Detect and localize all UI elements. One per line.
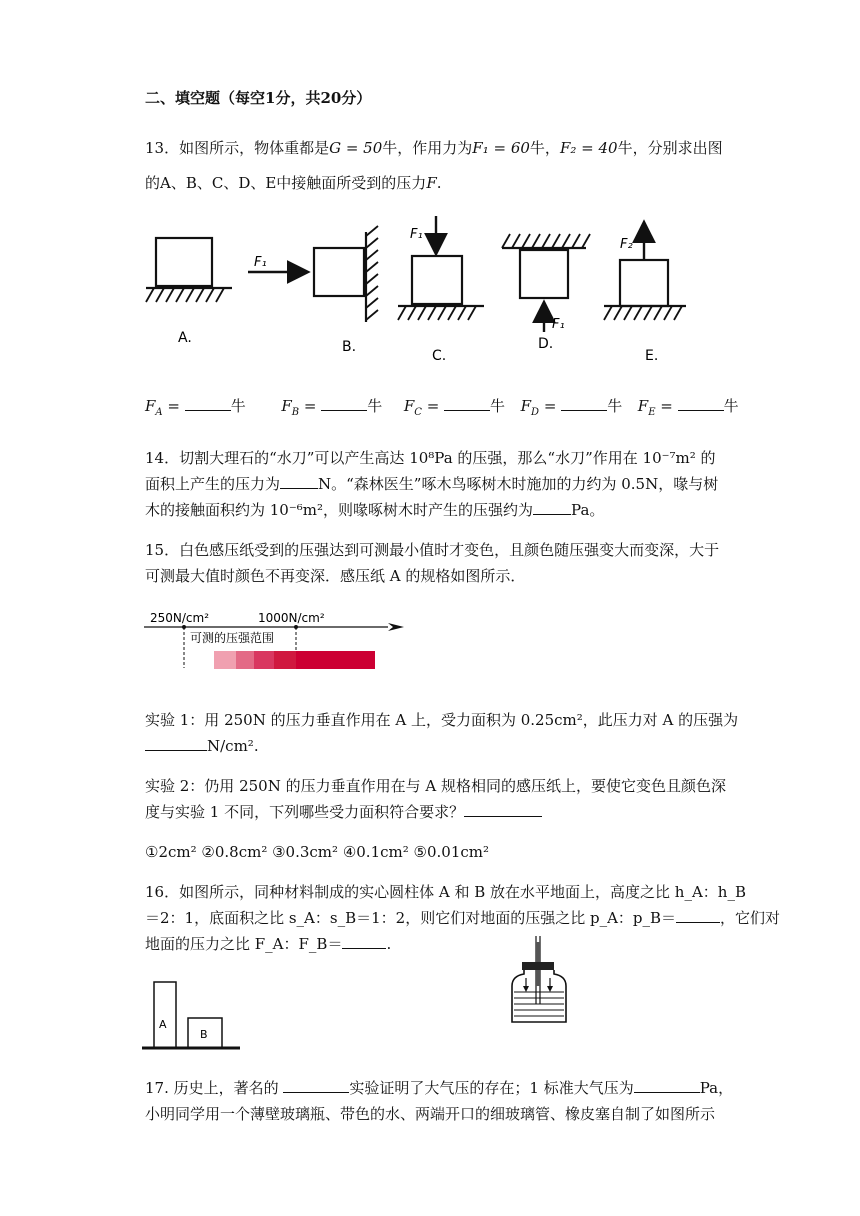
- q13-text: 的A、B、C、D、E中接触面所受到的压力: [145, 174, 427, 192]
- q16-line2: [145, 908, 780, 928]
- q14-text: 木的接触面积约为 10⁻⁶m²，则喙啄树木时产生的压强约为: [145, 501, 534, 519]
- cylinder-b-label: B: [200, 1028, 208, 1041]
- q14-blank-pressure[interactable]: [533, 500, 571, 515]
- diagram-c: [398, 216, 484, 364]
- q15-line1: 15．白色感压纸受到的压强达到可测最小值时才变色，且颜色随压强变大而变深，大于: [145, 541, 720, 559]
- q15-text: N/cm².: [207, 737, 259, 755]
- q17-text: Pa，: [699, 1079, 734, 1097]
- q16-line1: 16．如图所示，同种材料制成的实心圆柱体 A 和 B 放在水平地面上，高度之比 h_A：h_B: [145, 883, 746, 901]
- q16-text: 地面的压力之比 F_A：F_B＝: [145, 935, 343, 953]
- answer-unit: 牛: [723, 397, 739, 415]
- q15-exp1-line2: [145, 736, 259, 756]
- q14-text: N。“森林医生”啄木鸟啄树木时施加的力约为 0.5N，喙与树: [318, 475, 719, 493]
- q17-text: 实验证明了大气压的存在；1 标准大气压为: [349, 1079, 634, 1097]
- answer-label-a: $F_A$ =: [145, 397, 180, 418]
- label-b: B.: [342, 339, 357, 355]
- q13-var-f: F: [426, 174, 437, 192]
- q13-answers: [145, 396, 739, 423]
- section-title: 二、填空题（每空1分，共20分）: [145, 89, 372, 107]
- q13-text: 13．如图所示，物体重都是: [145, 139, 330, 157]
- label-c: C.: [432, 348, 447, 364]
- q13-text: 牛，: [529, 139, 560, 157]
- scale-min-label: 250N/cm²: [150, 611, 210, 625]
- q17-blank-experiment[interactable]: [283, 1078, 349, 1093]
- arrow-down-icon: [547, 986, 553, 992]
- answer-blank-a[interactable]: [185, 396, 231, 411]
- force-label-f2: F₂: [620, 237, 633, 252]
- q13-text: 牛，分别求出图: [617, 139, 723, 157]
- q14-line2: [145, 474, 718, 494]
- q17-text: 17. 历史上，著名的: [145, 1079, 279, 1097]
- q13-text: 牛，作用力为: [382, 139, 473, 157]
- q13-text: .: [436, 174, 442, 192]
- q15-exp2-line1: 实验 2：仍用 250N 的压力垂直作用在与 A 规格相同的感压纸上，要使它变色且颜色深: [145, 777, 726, 795]
- label-d: D.: [538, 336, 554, 352]
- force-label-f1: F₁: [552, 317, 565, 332]
- q16-blank-pressure[interactable]: [676, 908, 720, 923]
- diagram-e: [604, 224, 686, 364]
- q15-exp1-line1: 实验 1：用 250N 的压力垂直作用在 A 上，受力面积为 0.25cm²，此压力对 A 的压强为: [145, 711, 739, 729]
- answer-unit: 牛: [607, 397, 623, 415]
- q16-text: .: [386, 935, 392, 953]
- q15-options: ①2cm² ②0.8cm² ③0.3cm² ④0.1cm² ⑤0.01cm²: [145, 843, 490, 861]
- answer-label-d: $F_D$ =: [520, 397, 557, 418]
- force-label-f1: F₁: [410, 227, 423, 242]
- q15-text: 度与实验 1 不同，下列哪些受力面积符合要求？: [145, 803, 465, 821]
- answer-label-b: $F_B$ =: [281, 397, 317, 418]
- answer-blank-b[interactable]: [321, 396, 367, 411]
- answer-unit: 牛: [490, 397, 506, 415]
- q14-line1: 14．切割大理石的“水刀”可以产生高达 10⁸Pa 的压强，那么“水刀”作用在 10⁻⁷m² 的: [145, 449, 716, 467]
- diagram-d: [502, 234, 590, 352]
- q16-text: ＝2：1，底面积之比 s_A：s_B＝1：2，则它们对地面的压强之比 p_A：p_B＝: [145, 909, 677, 927]
- q15-exp2-line2: [145, 802, 542, 822]
- pressure-range-figure: [140, 606, 420, 676]
- arrow-down-icon: [523, 986, 529, 992]
- cylinder-a: [154, 982, 176, 1048]
- q13-figure: [140, 210, 700, 370]
- rubber-stopper: [522, 962, 554, 970]
- q16-text: ，它们对: [720, 909, 781, 927]
- diagram-a: [146, 238, 232, 346]
- answer-blank-e[interactable]: [678, 396, 724, 411]
- answer-blank-c[interactable]: [444, 396, 490, 411]
- cylinder-a-label: A: [159, 1018, 167, 1031]
- answer-blank-d[interactable]: [561, 396, 607, 411]
- q13-f1-value: F₁ = 60: [472, 139, 530, 157]
- diagram-b: [248, 226, 378, 355]
- q14-line3: [145, 500, 604, 520]
- force-label-f1: F₁: [254, 255, 267, 270]
- q13-line1: [145, 138, 723, 158]
- q14-blank-force[interactable]: [280, 474, 318, 489]
- q14-text: Pa。: [571, 501, 605, 519]
- label-e: E.: [645, 348, 659, 364]
- q15-line2: 可测最大值时颜色不再变深．感压纸 A 的规格如图所示．: [145, 567, 526, 585]
- answer-unit: 牛: [367, 397, 383, 415]
- q16-blank-force[interactable]: [342, 934, 386, 949]
- cylinders-figure: [140, 976, 250, 1056]
- q15-blank-exp1[interactable]: [145, 736, 207, 751]
- q16-line3: [145, 934, 391, 954]
- bottle-figure: [508, 936, 576, 1026]
- q17-line2: 小明同学用一个薄壁玻璃瓶、带色的水、两端开口的细玻璃管、橡皮塞自制了如图所示: [145, 1105, 716, 1123]
- range-label: 可测的压强范围: [190, 631, 275, 645]
- q13-f2-value: F₂ = 40: [559, 139, 618, 157]
- axis-arrow-icon: [388, 623, 404, 631]
- q17-blank-atm[interactable]: [634, 1078, 700, 1093]
- q17-line1: [145, 1078, 733, 1098]
- answer-unit: 牛: [230, 397, 246, 415]
- answer-label-e: $F_E$ =: [637, 397, 673, 418]
- q13-g-value: G = 50: [329, 139, 383, 157]
- scale-max-label: 1000N/cm²: [258, 611, 325, 625]
- q15-blank-exp2[interactable]: [464, 802, 542, 817]
- pressure-color-bar: [214, 651, 375, 669]
- q13-line2: [145, 173, 442, 193]
- q14-text: 面积上产生的压力为: [145, 475, 281, 493]
- answer-label-c: $F_C$ =: [403, 397, 440, 418]
- label-a: A.: [178, 330, 192, 346]
